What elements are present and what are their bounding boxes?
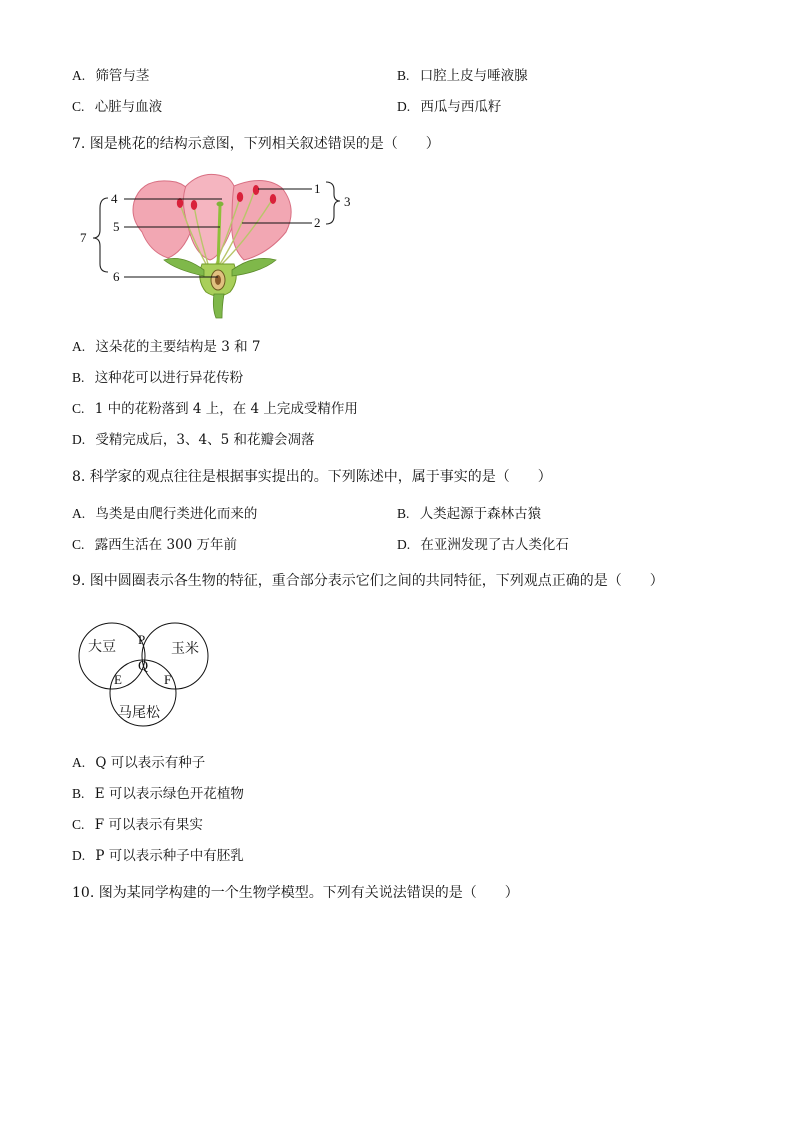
option-letter: C. — [72, 401, 85, 416]
option-letter: C. — [72, 817, 85, 832]
option-letter: A. — [72, 755, 86, 770]
option-text: 筛管与茎 — [95, 68, 150, 84]
option-letter: B. — [72, 370, 85, 385]
q6-option-b[interactable] — [397, 67, 528, 85]
option-letter: A. — [72, 68, 86, 83]
option-text: 口腔上皮与唾液腺 — [419, 68, 528, 84]
label-3: 3 — [344, 194, 351, 209]
q7-title: 7. 图是桃花的结构示意图，下列相关叙述错误的是（ ） — [72, 136, 440, 152]
q6-option-c[interactable] — [72, 98, 162, 116]
q6-option-a[interactable] — [72, 67, 149, 85]
option-text: 受精完成后，3、4、5 和花瓣会凋落 — [95, 432, 315, 448]
q7-option-a[interactable] — [72, 338, 260, 356]
option-text: 人类起源于森林古猿 — [419, 506, 542, 522]
q9-title: 9. 图中圆圈表示各生物的特征，重合部分表示它们之间的共同特征，下列观点正确的是（ ） — [72, 573, 664, 589]
label-2: 2 — [314, 215, 321, 230]
stigma — [217, 202, 224, 207]
q8-option-b[interactable] — [397, 505, 541, 523]
petal-center — [183, 174, 236, 260]
q7-option-c[interactable] — [72, 400, 358, 418]
q10-title: 10. 图为某同学构建的一个生物学模型。下列有关说法错误的是（ ） — [72, 885, 519, 901]
q7-option-d[interactable] — [72, 431, 314, 449]
option-text: P 可以表示种子中有胚乳 — [95, 848, 244, 864]
label-6: 6 — [113, 269, 120, 284]
option-text: 心脏与血液 — [94, 99, 163, 115]
sepal-right — [232, 258, 276, 276]
option-letter: B. — [72, 786, 85, 801]
q8-option-a[interactable] — [72, 505, 257, 523]
option-letter: C. — [72, 99, 85, 114]
option-text: 西瓜与西瓜籽 — [420, 99, 502, 115]
peach-flower-diagram — [72, 168, 372, 320]
option-letter: C. — [72, 537, 85, 552]
q9-option-b[interactable] — [72, 785, 244, 803]
option-letter: D. — [397, 99, 411, 114]
q9-option-d[interactable] — [72, 847, 244, 865]
option-text: 这朵花的主要结构是 3 和 7 — [95, 339, 261, 355]
venn-label-soybean: 大豆 — [88, 640, 116, 655]
ovule — [215, 275, 221, 285]
sepal-left — [164, 258, 204, 276]
label-7: 7 — [80, 230, 87, 245]
option-letter: D. — [72, 432, 86, 447]
venn-label-f: F — [164, 672, 172, 687]
option-letter: A. — [72, 339, 86, 354]
label-1: 1 — [314, 181, 321, 196]
label-5: 5 — [113, 219, 120, 234]
q8-title: 8. 科学家的观点往往是根据事实提出的。下列陈述中，属于事实的是（ ） — [72, 469, 552, 485]
flower-stalk — [213, 294, 224, 318]
q9-option-c[interactable] — [72, 816, 203, 834]
option-text: Q 可以表示有种子 — [95, 755, 206, 771]
option-text: 鸟类是由爬行类进化而来的 — [95, 506, 258, 522]
q6-option-d[interactable] — [397, 98, 501, 116]
option-letter: B. — [397, 506, 410, 521]
pistil-style — [218, 206, 220, 266]
option-text: 1 中的花粉落到 4 上，在 4 上完成受精作用 — [94, 401, 358, 417]
option-text: 露西生活在 300 万年前 — [94, 537, 238, 553]
brace-7 — [93, 198, 108, 272]
circle-soybean — [79, 623, 145, 689]
option-text: F 可以表示有果实 — [94, 817, 203, 833]
q7-option-b[interactable] — [72, 369, 243, 387]
option-letter: D. — [397, 537, 411, 552]
venn-label-masson-pine: 马尾松 — [118, 706, 160, 721]
option-text: E 可以表示绿色开花植物 — [94, 786, 244, 802]
venn-label-e: E — [114, 672, 122, 687]
venn-label-corn: 玉米 — [171, 642, 199, 657]
label-4: 4 — [111, 191, 118, 206]
option-letter: B. — [397, 68, 410, 83]
option-text: 这种花可以进行异花传粉 — [94, 370, 244, 386]
option-text: 在亚洲发现了古人类化石 — [420, 537, 569, 553]
brace-3 — [326, 182, 340, 224]
venn-diagram — [72, 612, 222, 737]
q9-option-a[interactable] — [72, 754, 205, 772]
venn-label-p: P — [138, 632, 146, 647]
venn-label-q: Q — [138, 659, 149, 674]
option-letter: D. — [72, 848, 86, 863]
q8-option-c[interactable] — [72, 536, 237, 554]
q8-option-d[interactable] — [397, 536, 569, 554]
option-letter: A. — [72, 506, 86, 521]
